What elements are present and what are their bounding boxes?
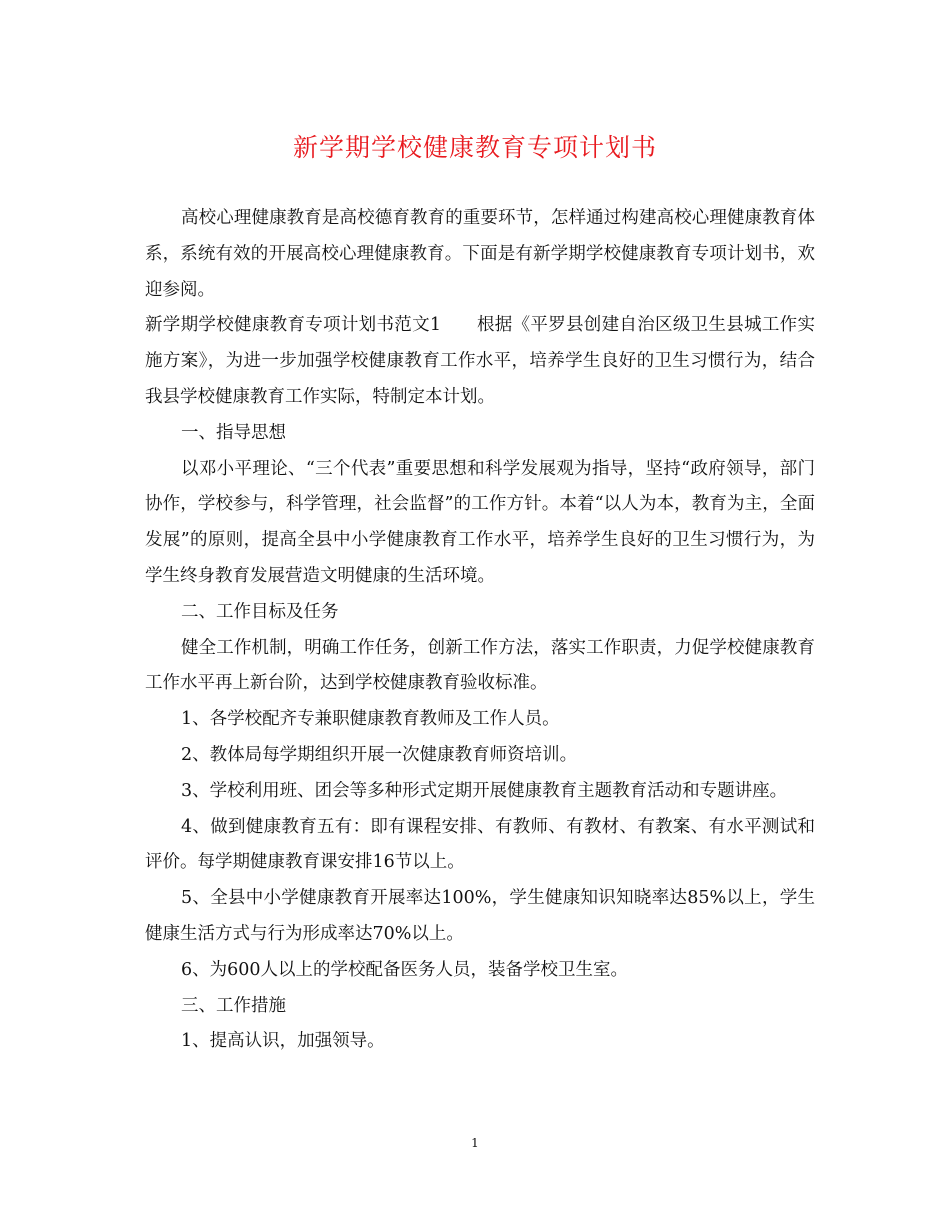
goal-item-4: 4、做到健康教育五有：即有课程安排、有教师、有教材、有教案、有水平测试和评价。每学期健康教育课安排16节以上。 (145, 816, 815, 873)
goal-item-6: 6、为600人以上的学校配备医务人员，装备学校卫生室。 (181, 959, 629, 980)
measure-item-1: 1、提高认识，加强领导。 (181, 1031, 385, 1052)
section-heading-goals: 二、工作目标及任务 (181, 601, 339, 622)
document-body (145, 201, 815, 1060)
document-title: 新学期学校健康教育专项计划书 (292, 133, 657, 162)
intro-paragraph: 高校心理健康教育是高校德育教育的重要环节，怎样通过构建高校心理健康教育体系，系统有效的开展高校心理健康教育。下面是有新学期学校健康教育专项计划书，欢迎参阅。 (145, 208, 815, 300)
goal-item-1: 1、各学校配齐专兼职健康教育教师及工作人员。 (181, 709, 560, 730)
section-heading-guiding-thought: 一、指导思想 (181, 422, 286, 443)
goal-item-2: 2、教体局每学期组织开展一次健康教育师资培训。 (181, 744, 578, 765)
goal-item-5: 5、全县中小学健康教育开展率达100%，学生健康知识知晓率达85%以上，学生健康生活方式与行为形成率达70%以上。 (145, 888, 815, 944)
sample-intro-paragraph: 新学期学校健康教育专项计划书范文1 根据《平罗县创建自治区级卫生县城工作实施方案》，为进一步加强学校健康教育工作水平，培养学生良好的卫生习惯行为，结合我县学校健康教育工作实际，特制定本计划。 (145, 315, 815, 407)
goals-paragraph: 健全工作机制，明确工作任务，创新工作方法，落实工作职责，力促学校健康教育工作水平再上新台阶，达到学校健康教育验收标准。 (145, 637, 815, 694)
guiding-thought-paragraph: 以邓小平理论、“三个代表”重要思想和科学发展观为指导，坚持“政府领导，部门协作，学校参与，科学管理，社会监督”的工作方针。本着“以人为本，教育为主，全面发展”的原则，提高全县中小学健康教育工作水平，培养学生良好的卫生习惯行为，为学生终身教育发展营造文明健康的生活环境。 (145, 458, 815, 586)
page-number: 1 (471, 1136, 479, 1150)
goal-item-3: 3、学校利用班、团会等多种形式定期开展健康教育主题教育活动和专题讲座。 (181, 780, 788, 801)
section-heading-measures: 三、工作措施 (181, 995, 286, 1016)
